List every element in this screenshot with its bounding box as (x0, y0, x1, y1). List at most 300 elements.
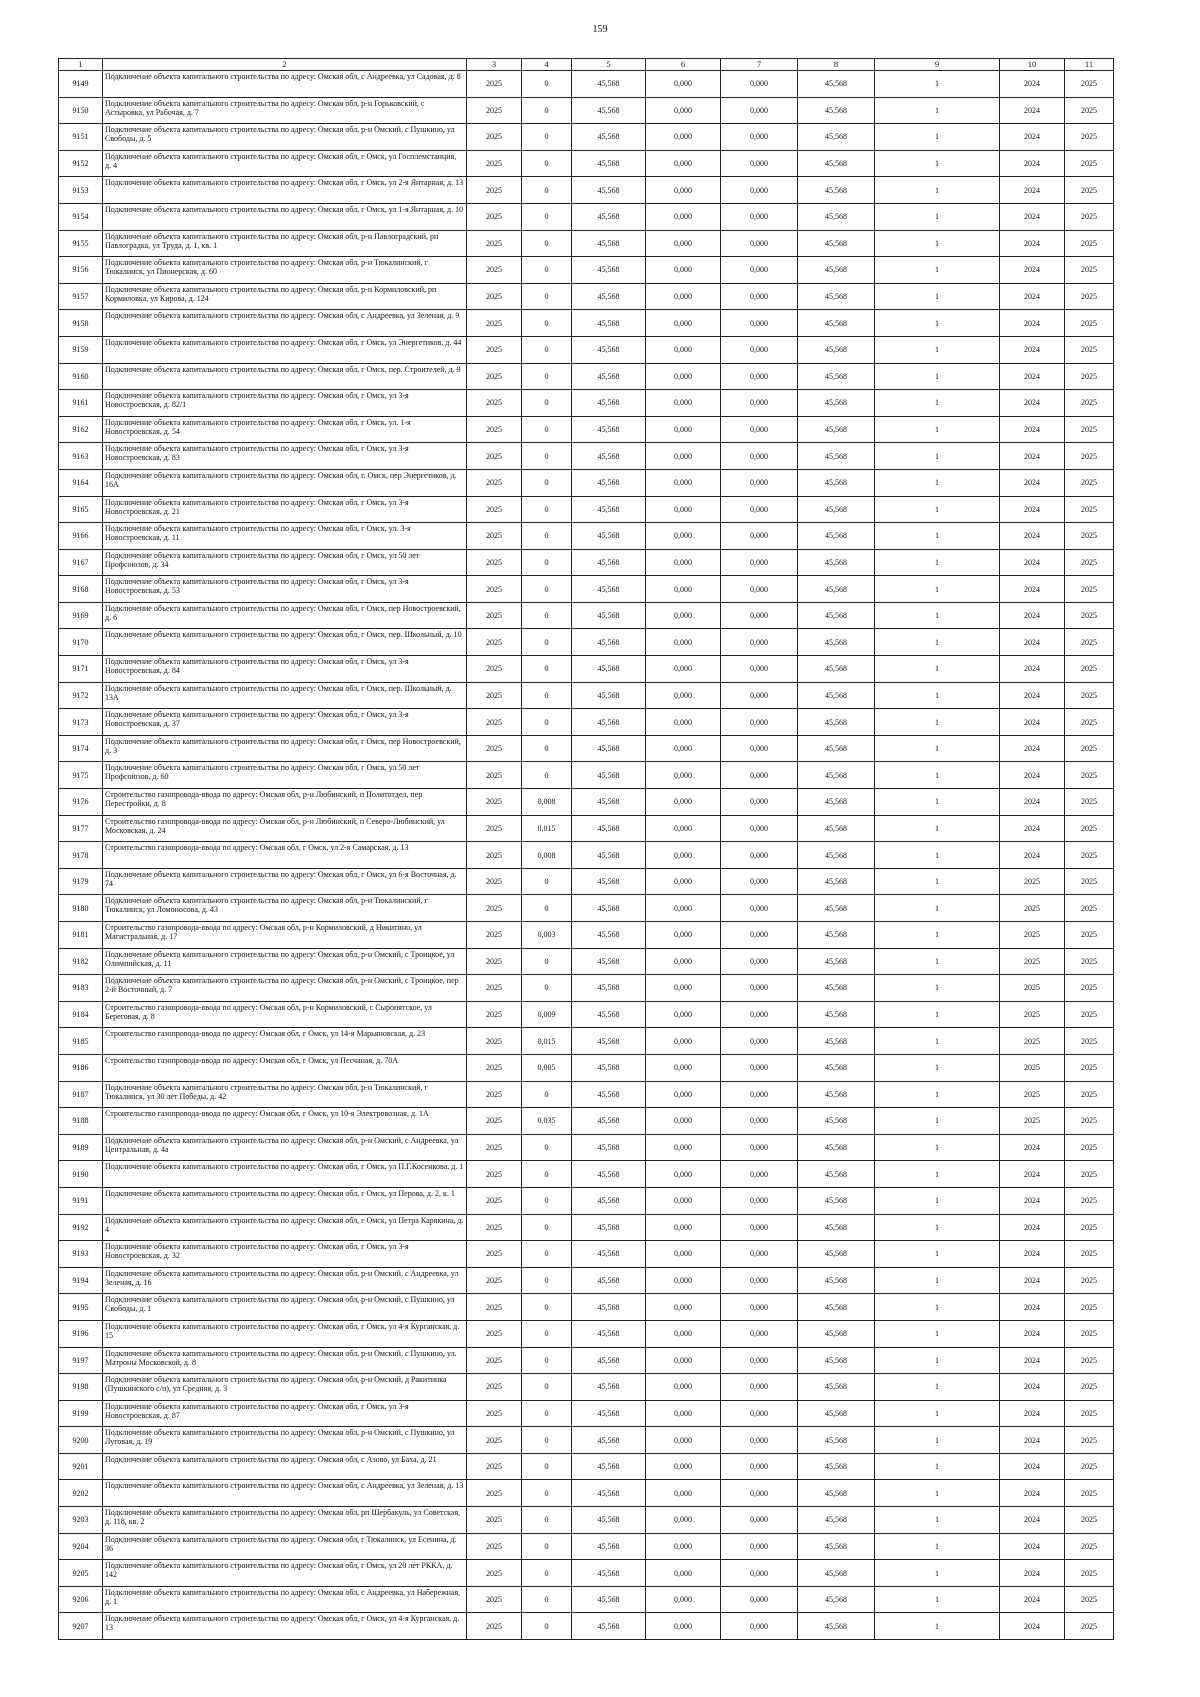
col7-cell: 0,000 (721, 1134, 798, 1161)
col7-cell: 0,000 (721, 416, 798, 443)
col5-cell: 45,568 (572, 443, 646, 470)
col5-cell: 45,568 (572, 549, 646, 576)
col4-cell: 0 (522, 762, 572, 789)
col5-cell: 45,568 (572, 1586, 646, 1613)
col6-cell: 0,000 (646, 1108, 721, 1135)
col8-cell: 45,568 (798, 124, 875, 151)
col11-cell: 2025 (1065, 682, 1114, 709)
table-row (59, 1187, 1114, 1214)
col7-cell: 0,000 (721, 203, 798, 230)
col11-cell: 2025 (1065, 1214, 1114, 1241)
col3-cell: 2025 (467, 735, 522, 762)
col9-cell: 1 (875, 895, 1000, 922)
col8-cell: 45,568 (798, 842, 875, 869)
col4-cell: 0 (522, 150, 572, 177)
row-number-cell: 9180 (59, 895, 103, 922)
col9-cell: 1 (875, 390, 1000, 417)
col4-cell: 0 (522, 1347, 572, 1374)
col3-cell: 2025 (467, 576, 522, 603)
col10-cell: 2024 (1000, 815, 1065, 842)
row-number-cell: 9166 (59, 523, 103, 550)
col3-cell: 2025 (467, 948, 522, 975)
description-cell: Подключение объекта капитального строительства по адресу: Омская обл, г Омск, ул П.Г.Косенкова, д. 1 (103, 1161, 467, 1188)
col4-cell: 0 (522, 1214, 572, 1241)
col11-cell: 2025 (1065, 1081, 1114, 1108)
col9-cell: 1 (875, 523, 1000, 550)
col11-cell: 2025 (1065, 443, 1114, 470)
col9-cell: 1 (875, 576, 1000, 603)
col9-cell: 1 (875, 1560, 1000, 1587)
col9-cell: 1 (875, 469, 1000, 496)
col11-cell: 2025 (1065, 1001, 1114, 1028)
col4-cell: 0 (522, 416, 572, 443)
col3-cell: 2025 (467, 1108, 522, 1135)
col5-cell: 45,568 (572, 1294, 646, 1321)
col6-cell: 0,000 (646, 842, 721, 869)
col3-cell: 2025 (467, 549, 522, 576)
table-row (59, 975, 1114, 1002)
col5-cell: 45,568 (572, 1427, 646, 1454)
col8-cell: 45,568 (798, 1586, 875, 1613)
col8-cell: 45,568 (798, 469, 875, 496)
description-cell: Подключение объекта капитального строительства по адресу: Омская обл, г Омск, ул 20 лет РККА, д. 142 (103, 1560, 467, 1587)
col11-cell: 2025 (1065, 948, 1114, 975)
col6-cell: 0,000 (646, 629, 721, 656)
col3-cell: 2025 (467, 203, 522, 230)
col9-cell: 1 (875, 1028, 1000, 1055)
col3-cell: 2025 (467, 1320, 522, 1347)
col6-cell: 0,000 (646, 283, 721, 310)
col9-cell: 1 (875, 709, 1000, 736)
col5-cell: 45,568 (572, 1560, 646, 1587)
col9-cell: 1 (875, 230, 1000, 257)
col7-cell: 0,000 (721, 177, 798, 204)
col7-cell: 0,000 (721, 97, 798, 124)
col9-cell: 1 (875, 1374, 1000, 1401)
col8-cell: 45,568 (798, 230, 875, 257)
col7-cell: 0,000 (721, 1161, 798, 1188)
row-number-cell: 9167 (59, 549, 103, 576)
col5-cell: 45,568 (572, 1001, 646, 1028)
row-number-cell: 9196 (59, 1320, 103, 1347)
description-cell: Подключение объекта капитального строительства по адресу: Омская обл, с Азово, ул Баха, д. 21 (103, 1453, 467, 1480)
col7-cell: 0,000 (721, 124, 798, 151)
col11-cell: 2025 (1065, 363, 1114, 390)
col7-cell: 0,000 (721, 1586, 798, 1613)
col3-cell: 2025 (467, 842, 522, 869)
col3-cell: 2025 (467, 1294, 522, 1321)
col8-cell: 45,568 (798, 602, 875, 629)
col8-cell: 45,568 (798, 922, 875, 949)
col9-cell: 1 (875, 1427, 1000, 1454)
description-cell: Подключение объекта капитального строительства по адресу: Омская обл, г Омск, ул. 3-я Новостроевская, д. 11 (103, 523, 467, 550)
col3-cell: 2025 (467, 975, 522, 1002)
table-row (59, 1294, 1114, 1321)
col9-cell: 1 (875, 868, 1000, 895)
col7-cell: 0,000 (721, 549, 798, 576)
table-row (59, 1453, 1114, 1480)
col7-cell: 0,000 (721, 576, 798, 603)
col7-cell: 0,000 (721, 735, 798, 762)
col7-cell: 0,000 (721, 1054, 798, 1081)
col3-cell: 2025 (467, 1347, 522, 1374)
col-header-7: 7 (721, 59, 798, 71)
description-cell: Подключение объекта капитального строительства по адресу: Омская обл, г Омск, пер Новостроевский, д. 3 (103, 735, 467, 762)
col7-cell: 0,000 (721, 789, 798, 816)
table-row (59, 1400, 1114, 1427)
row-number-cell: 9189 (59, 1134, 103, 1161)
col5-cell: 45,568 (572, 602, 646, 629)
description-cell: Строительство газопровода-ввода по адресу: Омская обл, р-н Кормиловский, с Сыропятское, ул Береговая, д. 8 (103, 1001, 467, 1028)
col3-cell: 2025 (467, 1054, 522, 1081)
col11-cell: 2025 (1065, 1028, 1114, 1055)
col10-cell: 2024 (1000, 203, 1065, 230)
row-number-cell: 9181 (59, 922, 103, 949)
col3-cell: 2025 (467, 97, 522, 124)
col6-cell: 0,000 (646, 230, 721, 257)
col-header-9: 9 (875, 59, 1000, 71)
col6-cell: 0,000 (646, 1081, 721, 1108)
col6-cell: 0,000 (646, 789, 721, 816)
col11-cell: 2025 (1065, 762, 1114, 789)
col-header-5: 5 (572, 59, 646, 71)
table-row (59, 416, 1114, 443)
col7-cell: 0,000 (721, 1453, 798, 1480)
col10-cell: 2024 (1000, 443, 1065, 470)
col10-cell: 2024 (1000, 310, 1065, 337)
col7-cell: 0,000 (721, 1214, 798, 1241)
col8-cell: 45,568 (798, 1453, 875, 1480)
description-cell: Подключение объекта капитального строительства по адресу: Омская обл, г Омск, ул 3-я Новостроевская, д. 82/1 (103, 390, 467, 417)
table-row (59, 1081, 1114, 1108)
row-number-cell: 9168 (59, 576, 103, 603)
col11-cell: 2025 (1065, 975, 1114, 1002)
table-row (59, 948, 1114, 975)
col11-cell: 2025 (1065, 549, 1114, 576)
col5-cell: 45,568 (572, 1161, 646, 1188)
col7-cell: 0,000 (721, 336, 798, 363)
col6-cell: 0,000 (646, 682, 721, 709)
col11-cell: 2025 (1065, 523, 1114, 550)
col-header-6: 6 (646, 59, 721, 71)
col6-cell: 0,000 (646, 97, 721, 124)
row-number-cell: 9157 (59, 283, 103, 310)
col11-cell: 2025 (1065, 1134, 1114, 1161)
col10-cell: 2024 (1000, 97, 1065, 124)
col4-cell: 0 (522, 177, 572, 204)
col7-cell: 0,000 (721, 1400, 798, 1427)
col7-cell: 0,000 (721, 1028, 798, 1055)
table-row (59, 709, 1114, 736)
col9-cell: 1 (875, 150, 1000, 177)
row-number-cell: 9153 (59, 177, 103, 204)
col10-cell: 2025 (1000, 1054, 1065, 1081)
col8-cell: 45,568 (798, 735, 875, 762)
row-number-cell: 9183 (59, 975, 103, 1002)
description-cell: Подключение объекта капитального строительства по адресу: Омская обл, р-н Омский, с Пушкино, ул Свободы, д. 5 (103, 124, 467, 151)
col7-cell: 0,000 (721, 469, 798, 496)
col-header-10: 10 (1000, 59, 1065, 71)
col9-cell: 1 (875, 496, 1000, 523)
col5-cell: 45,568 (572, 469, 646, 496)
row-number-cell: 9159 (59, 336, 103, 363)
table-row (59, 1028, 1114, 1055)
col10-cell: 2024 (1000, 1320, 1065, 1347)
col11-cell: 2025 (1065, 868, 1114, 895)
col9-cell: 1 (875, 1347, 1000, 1374)
col5-cell: 45,568 (572, 1241, 646, 1268)
col9-cell: 1 (875, 1533, 1000, 1560)
col6-cell: 0,000 (646, 177, 721, 204)
col5-cell: 45,568 (572, 1267, 646, 1294)
col11-cell: 2025 (1065, 150, 1114, 177)
row-number-cell: 9170 (59, 629, 103, 656)
description-cell: Строительство газопровода-ввода по адресу: Омская обл, р-н Любинский, п Политотдел, пер Перестройки, д. 8 (103, 789, 467, 816)
description-cell: Подключение объекта капитального строительства по адресу: Омская обл, р-н Тюкалинский, г Тюкалинск, ул Ломоносова, д. 43 (103, 895, 467, 922)
col3-cell: 2025 (467, 1081, 522, 1108)
col6-cell: 0,000 (646, 203, 721, 230)
col7-cell: 0,000 (721, 1613, 798, 1640)
col4-cell: 0 (522, 523, 572, 550)
col11-cell: 2025 (1065, 1187, 1114, 1214)
row-number-cell: 9165 (59, 496, 103, 523)
col10-cell: 2024 (1000, 1267, 1065, 1294)
col6-cell: 0,000 (646, 1533, 721, 1560)
col10-cell: 2024 (1000, 1560, 1065, 1587)
col8-cell: 45,568 (798, 496, 875, 523)
col5-cell: 45,568 (572, 1453, 646, 1480)
table-row (59, 1586, 1114, 1613)
col8-cell: 45,568 (798, 975, 875, 1002)
table-row (59, 71, 1114, 98)
col9-cell: 1 (875, 1081, 1000, 1108)
table-row (59, 1374, 1114, 1401)
col4-cell: 0 (522, 1507, 572, 1534)
description-cell: Подключение объекта капитального строительства по адресу: Омская обл, г Омск, ул 3-я Новостроевская, д. 37 (103, 709, 467, 736)
col7-cell: 0,000 (721, 1294, 798, 1321)
col3-cell: 2025 (467, 469, 522, 496)
col11-cell: 2025 (1065, 602, 1114, 629)
col6-cell: 0,000 (646, 762, 721, 789)
col3-cell: 2025 (467, 1586, 522, 1613)
description-cell: Подключение объекта капитального строительства по адресу: Омская обл, с Андреевка, ул Набережная, д. 1 (103, 1586, 467, 1613)
col6-cell: 0,000 (646, 868, 721, 895)
description-cell: Подключение объекта капитального строительства по адресу: Омская обл, г. Омск, пер Энергетиков, д. 16А (103, 469, 467, 496)
col4-cell: 0 (522, 656, 572, 683)
col-header-2: 2 (103, 59, 467, 71)
table-row (59, 1533, 1114, 1560)
col8-cell: 45,568 (798, 71, 875, 98)
col6-cell: 0,000 (646, 150, 721, 177)
col3-cell: 2025 (467, 1400, 522, 1427)
col10-cell: 2024 (1000, 1347, 1065, 1374)
col-header-3: 3 (467, 59, 522, 71)
col4-cell: 0 (522, 496, 572, 523)
description-cell: Подключение объекта капитального строительства по адресу: Омская обл, р-н Кормиловский, рп Кормиловка, ул Кирова, д. 124 (103, 283, 467, 310)
col10-cell: 2024 (1000, 230, 1065, 257)
col6-cell: 0,000 (646, 1187, 721, 1214)
col11-cell: 2025 (1065, 336, 1114, 363)
col6-cell: 0,000 (646, 815, 721, 842)
col5-cell: 45,568 (572, 336, 646, 363)
col10-cell: 2025 (1000, 948, 1065, 975)
col8-cell: 45,568 (798, 283, 875, 310)
row-number-cell: 9201 (59, 1453, 103, 1480)
col-header-1: 1 (59, 59, 103, 71)
col8-cell: 45,568 (798, 1320, 875, 1347)
col3-cell: 2025 (467, 815, 522, 842)
col5-cell: 45,568 (572, 230, 646, 257)
col5-cell: 45,568 (572, 1108, 646, 1135)
col4-cell: 0 (522, 576, 572, 603)
col6-cell: 0,000 (646, 1347, 721, 1374)
col11-cell: 2025 (1065, 1533, 1114, 1560)
col5-cell: 45,568 (572, 310, 646, 337)
col9-cell: 1 (875, 124, 1000, 151)
table-row (59, 363, 1114, 390)
col5-cell: 45,568 (572, 842, 646, 869)
col3-cell: 2025 (467, 1028, 522, 1055)
col4-cell: 0,035 (522, 1108, 572, 1135)
col10-cell: 2024 (1000, 1134, 1065, 1161)
row-number-cell: 9155 (59, 230, 103, 257)
col10-cell: 2024 (1000, 1427, 1065, 1454)
col8-cell: 45,568 (798, 1507, 875, 1534)
col4-cell: 0,008 (522, 789, 572, 816)
col7-cell: 0,000 (721, 310, 798, 337)
col5-cell: 45,568 (572, 283, 646, 310)
col9-cell: 1 (875, 682, 1000, 709)
description-cell: Подключение объекта капитального строительства по адресу: Омская обл, г Омск, ул 2-я Янтарная, д. 13 (103, 177, 467, 204)
col6-cell: 0,000 (646, 1586, 721, 1613)
col3-cell: 2025 (467, 1560, 522, 1587)
row-number-cell: 9177 (59, 815, 103, 842)
col9-cell: 1 (875, 1134, 1000, 1161)
col9-cell: 1 (875, 416, 1000, 443)
col11-cell: 2025 (1065, 1453, 1114, 1480)
col11-cell: 2025 (1065, 97, 1114, 124)
col10-cell: 2024 (1000, 709, 1065, 736)
col9-cell: 1 (875, 283, 1000, 310)
col3-cell: 2025 (467, 416, 522, 443)
col11-cell: 2025 (1065, 177, 1114, 204)
description-cell: Подключение объекта капитального строительства по адресу: Омская обл, рп Шербакуль, ул Советская, д. 118, кв. 2 (103, 1507, 467, 1534)
col5-cell: 45,568 (572, 1134, 646, 1161)
col7-cell: 0,000 (721, 868, 798, 895)
row-number-cell: 9199 (59, 1400, 103, 1427)
col8-cell: 45,568 (798, 1081, 875, 1108)
col9-cell: 1 (875, 842, 1000, 869)
col3-cell: 2025 (467, 1267, 522, 1294)
row-number-cell: 9149 (59, 71, 103, 98)
col4-cell: 0 (522, 1320, 572, 1347)
col6-cell: 0,000 (646, 549, 721, 576)
row-number-cell: 9178 (59, 842, 103, 869)
col8-cell: 45,568 (798, 948, 875, 975)
col6-cell: 0,000 (646, 443, 721, 470)
description-cell: Подключение объекта капитального строительства по адресу: Омская обл, с Андреевка, ул Садовая, д. 8 (103, 71, 467, 98)
description-cell: Подключение объекта капитального строительства по адресу: Омская обл, г Омск, пер. Строителей, д. 9 (103, 363, 467, 390)
col6-cell: 0,000 (646, 496, 721, 523)
col9-cell: 1 (875, 177, 1000, 204)
col10-cell: 2025 (1000, 975, 1065, 1002)
col4-cell: 0 (522, 336, 572, 363)
row-number-cell: 9150 (59, 97, 103, 124)
row-number-cell: 9160 (59, 363, 103, 390)
col5-cell: 45,568 (572, 868, 646, 895)
table-row (59, 1001, 1114, 1028)
row-number-cell: 9171 (59, 656, 103, 683)
description-cell: Строительство газопровода-ввода по адресу: Омская обл, г Омск, ул Песчаная, д. 70А (103, 1054, 467, 1081)
description-cell: Подключение объекта капитального строительства по адресу: Омская обл, р-н Тюкалинский, г Тюкалинск, ул 30 лет Победы, д. 42 (103, 1081, 467, 1108)
col6-cell: 0,000 (646, 1028, 721, 1055)
col11-cell: 2025 (1065, 1400, 1114, 1427)
col10-cell: 2024 (1000, 496, 1065, 523)
col9-cell: 1 (875, 1001, 1000, 1028)
col6-cell: 0,000 (646, 310, 721, 337)
col3-cell: 2025 (467, 230, 522, 257)
col5-cell: 45,568 (572, 629, 646, 656)
col8-cell: 45,568 (798, 709, 875, 736)
col5-cell: 45,568 (572, 203, 646, 230)
col7-cell: 0,000 (721, 709, 798, 736)
col9-cell: 1 (875, 1453, 1000, 1480)
col5-cell: 45,568 (572, 682, 646, 709)
col9-cell: 1 (875, 1320, 1000, 1347)
col9-cell: 1 (875, 1613, 1000, 1640)
col7-cell: 0,000 (721, 629, 798, 656)
col10-cell: 2024 (1000, 602, 1065, 629)
col9-cell: 1 (875, 97, 1000, 124)
table-row (59, 815, 1114, 842)
col11-cell: 2025 (1065, 1347, 1114, 1374)
col10-cell: 2025 (1000, 1081, 1065, 1108)
row-number-cell: 9205 (59, 1560, 103, 1587)
col3-cell: 2025 (467, 629, 522, 656)
col11-cell: 2025 (1065, 656, 1114, 683)
row-number-cell: 9161 (59, 390, 103, 417)
description-cell: Подключение объекта капитального строительства по адресу: Омская обл, с Андреевка, ул Зеленая, д. 13 (103, 1480, 467, 1507)
col3-cell: 2025 (467, 124, 522, 151)
table-row (59, 1267, 1114, 1294)
col8-cell: 45,568 (798, 416, 875, 443)
col5-cell: 45,568 (572, 1081, 646, 1108)
col3-cell: 2025 (467, 1613, 522, 1640)
row-number-cell: 9187 (59, 1081, 103, 1108)
col5-cell: 45,568 (572, 789, 646, 816)
col5-cell: 45,568 (572, 1613, 646, 1640)
col5-cell: 45,568 (572, 1054, 646, 1081)
col11-cell: 2025 (1065, 469, 1114, 496)
col7-cell: 0,000 (721, 363, 798, 390)
col7-cell: 0,000 (721, 1320, 798, 1347)
col11-cell: 2025 (1065, 496, 1114, 523)
description-cell: Строительство газопровода-ввода по адресу: Омская обл, р-н Кормиловский, д Никитино, ул Магистральная, д. 17 (103, 922, 467, 949)
col11-cell: 2025 (1065, 230, 1114, 257)
col7-cell: 0,000 (721, 1427, 798, 1454)
description-cell: Подключение объекта капитального строительства по адресу: Омская обл, г Омск, пер Новостроевский, д. 6 (103, 602, 467, 629)
col11-cell: 2025 (1065, 1560, 1114, 1587)
description-cell: Подключение объекта капитального строительства по адресу: Омская обл, г Омск, ул 3-я Новостроевская, д. 84 (103, 656, 467, 683)
col7-cell: 0,000 (721, 1241, 798, 1268)
description-cell: Подключение объекта капитального строительства по адресу: Омская обл, р-н Омский, с Пушкино, ул Свободы, д. 1 (103, 1294, 467, 1321)
col9-cell: 1 (875, 1294, 1000, 1321)
col9-cell: 1 (875, 363, 1000, 390)
description-cell: Строительство газопровода-ввода по адресу: Омская обл, г Омск, ул 2-я Самарская, д. 13 (103, 842, 467, 869)
col8-cell: 45,568 (798, 310, 875, 337)
col7-cell: 0,000 (721, 842, 798, 869)
col4-cell: 0 (522, 709, 572, 736)
